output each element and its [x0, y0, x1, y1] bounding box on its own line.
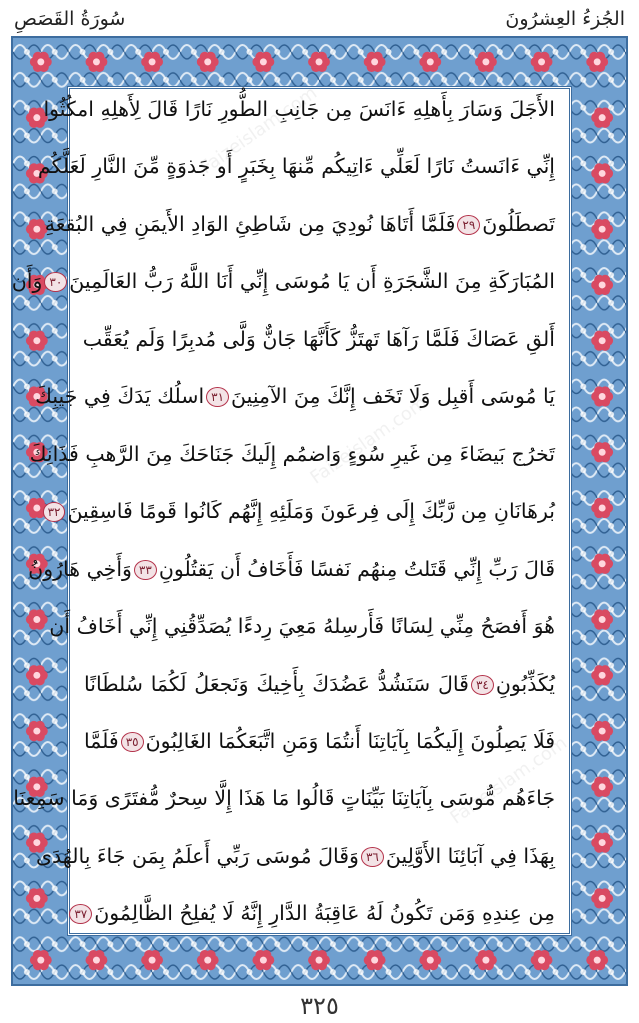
verse-line [28, 556, 555, 583]
watermark-text: Faizeislam.com [446, 732, 571, 829]
verse-text: قَالَ رَبِّ إِنِّي قَتَلتُ مِنهُم نَفسًا فَأَخَافُ أَن يَقتُلُونِ [158, 556, 555, 581]
verse-text: فَلَا يَصِلُونَ إِلَيكُمَا بِآيَاتِنَا أَنتُمَا وَمَنِ اتَّبَعَكُمَا الغَالِبُونَ [145, 728, 555, 753]
verse-line [35, 843, 555, 870]
ayah-number-marker: ٢٩ [457, 215, 480, 235]
verse-line [35, 384, 555, 410]
verse-line [49, 614, 555, 640]
ayah-number-marker: ٣٦ [361, 847, 384, 867]
verse-line [84, 729, 555, 755]
verse-text: هُوَ أَفصَحُ مِنِّي لِسَانًا فَأَرسِلهُ مَعِيَ رِدءًا يُصَدِّقُنِي إِنِّي أَخَافُ أَن [49, 614, 555, 639]
page-header [0, 0, 639, 40]
verse-line [74, 901, 555, 927]
verse-text: وَأَخِي هَارُونُ [28, 556, 132, 581]
verse-line [47, 499, 555, 525]
verse-text: اسلُك يَدَكَ فِي جَيبِكَ [35, 384, 205, 409]
verse-text: تَخرُج بَيضَاءَ مِن غَيرِ سُوءٍ وَاضمُم إِلَيكَ جَنَاحَكَ مِنَ الرَّهبِ فَذَانِكَ [29, 441, 555, 466]
ayah-number-marker: ٣٣ [134, 560, 157, 580]
verse-line [37, 154, 555, 180]
verse-text: وَقَالَ مُوسَى رَبِّي أَعلَمُ بِمَن جَاءَ بِالهُدَى [35, 843, 359, 868]
verse-line [84, 672, 555, 698]
verse-text: بُرهَانَانِ مِن رَّبِّكَ إِلَى فِرعَونَ وَمَلَئِهِ إِنَّهُم كَانُوا قَومًا فَاسِقِينَ [67, 499, 555, 524]
ayah-number-marker: ٣٧ [69, 904, 92, 924]
verse-text: تَصطَلُونَ [482, 211, 555, 236]
verse-text: مِن عِندِهِ وَمَن تَكُونُ لَهُ عَاقِبَةُ الدَّارِ إِنَّهُ لَا يُفلِحُ الظَّالِمُونَ [94, 901, 555, 926]
ayah-number-marker: ٣٢ [43, 502, 66, 522]
verse-text: وَأَن [11, 269, 43, 294]
juz-title: الجُزءُ العِشرُونَ [505, 8, 625, 30]
watermark-text: Faizeislam.com [306, 392, 431, 489]
verse-text: فَلَمَّا أَتَاهَا نُودِيَ مِن شَاطِئِ الوَادِ الأَيمَنِ فِي البُقعَةِ [44, 211, 456, 236]
verse-text: جَاءَهُم مُّوسَى بِآيَاتِنَا بَيِّنَاتٍ قَالُوا مَا هَذَا إِلَّا سِحرٌ مُّفتَرًى وَمَا سَمِعنَا [13, 786, 555, 811]
verse-text: الأَجَلَ وَسَارَ بِأَهلِهِ ءَانَسَ مِن جَانِبِ الطُّورِ نَارًا قَالَ لِأَهلِهِ امكُثُوا [43, 97, 555, 121]
verse-text: يُكَذِّبُونِ [495, 671, 555, 696]
ornamental-frame [11, 36, 628, 986]
ayah-number-marker: ٣٤ [471, 675, 494, 695]
verse-line [43, 97, 555, 123]
verse-text: المُبَارَكَةِ مِنَ الشَّجَرَةِ أَن يَا مُوسَى إِنِّي أَنَا اللَّهُ رَبُّ العَالَمِينَ [69, 269, 555, 294]
verse-text: يَا مُوسَى أَقبِل وَلَا تَخَف إِنَّكَ مِنَ الآمِنِينَ [231, 384, 555, 409]
verse-line [44, 211, 555, 238]
verse-text: قَالَ سَنَشُدُّ عَضُدَكَ بِأَخِيكَ وَنَجعَلُ لَكُمَا سُلطَانًا [84, 671, 469, 696]
text-panel [11, 86, 572, 936]
surah-title: سُورَةُ القَصَصِ [14, 8, 126, 30]
page-number: ٣٢٥ [300, 992, 339, 1020]
verse-text: إِنِّي ءَانَستُ نَارًا لَعَلِّي ءَاتِيكُم مِّنهَا بِخَبَرٍ أَو جَذوَةٍ مِّنَ النَّارِ لَعَلَّكُم [37, 154, 555, 179]
watermark-text: Faizeislam.com [196, 82, 321, 179]
verse-text: أَلقِ عَصَاكَ فَلَمَّا رَآهَا تَهتَزُّ كَأَنَّهَا جَانٌّ وَلَّى مُدبِرًا وَلَم يُعَقِّب [82, 326, 555, 351]
verse-text: بِهَذَا فِي آبَائِنَا الأَوَّلِينَ [385, 843, 555, 868]
ayah-number-marker: ٣٥ [121, 732, 144, 752]
ayah-number-marker: ٣١ [206, 387, 229, 407]
verse-line [84, 327, 555, 353]
verse-text: فَلَمَّا [84, 728, 119, 753]
verse-line [11, 269, 555, 295]
ayah-number-marker: ٣٠ [44, 272, 67, 292]
